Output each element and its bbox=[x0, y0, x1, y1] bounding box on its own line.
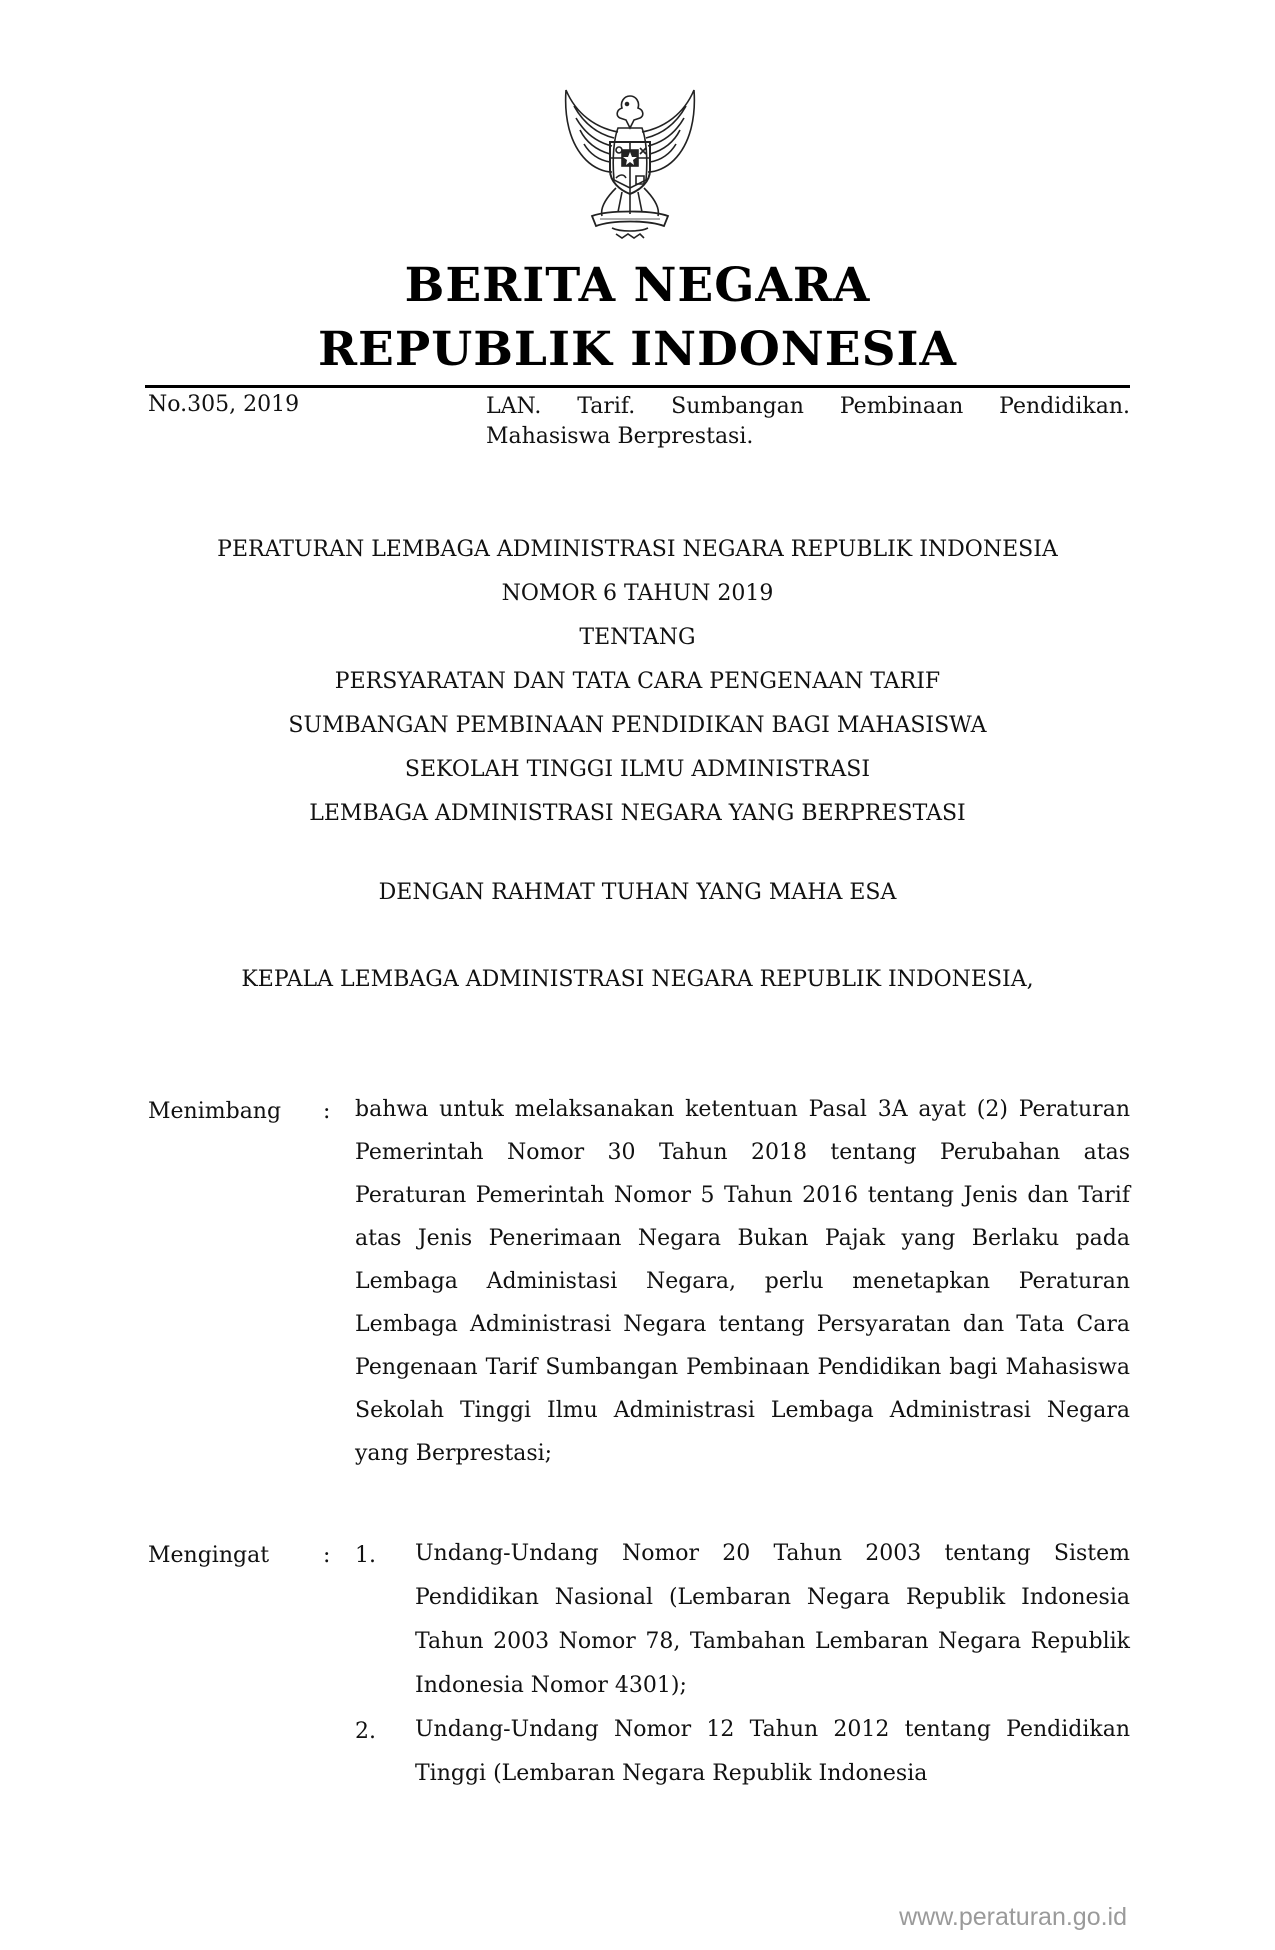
regulation-title-line: TENTANG bbox=[579, 625, 696, 650]
regulation-title-line: SUMBANGAN PEMBINAAN PENDIDIKAN BAGI MAHASISWA bbox=[288, 713, 987, 738]
regulation-title-line: SEKOLAH TINGGI ILMU ADMINISTRASI bbox=[404, 757, 871, 782]
considering-colon: : bbox=[323, 1099, 331, 1124]
issue-number: No.305, 2019 bbox=[148, 392, 300, 417]
recalling-label: Mengingat bbox=[148, 1543, 270, 1568]
opening-phrase: DENGAN RAHMAT TUHAN YANG MAHA ESA bbox=[378, 880, 897, 905]
masthead-subtitle: REPUBLIK INDONESIA bbox=[317, 322, 957, 377]
issue-subject: LAN. Tarif. Sumbangan Pembinaan Pendidikan. Mahasiswa Berprestasi. bbox=[486, 394, 1130, 449]
recalling-colon: : bbox=[323, 1543, 331, 1568]
list-item-text: Undang-Undang Nomor 20 Tahun 2003 tentang Sistem Pendidikan Nasional (Lembaran Negara Republik Indonesia Tahun 2003 Nomor 78, Tambahan Lembaran Negara Republik Indonesia Nomor 4301); bbox=[415, 1541, 1130, 1698]
footer-url-link[interactable]: www.peraturan.go.id bbox=[899, 1903, 1127, 1931]
regulation-title-line: NOMOR 6 TAHUN 2019 bbox=[501, 581, 774, 606]
garuda-emblem-icon bbox=[556, 88, 704, 246]
regulation-title-line: PERSYARATAN DAN TATA CARA PENGENAAN TARIF bbox=[334, 669, 941, 694]
masthead-title: BERITA NEGARA bbox=[404, 258, 871, 313]
list-item-number: 1. bbox=[355, 1543, 376, 1568]
considering-text: bahwa untuk melaksanakan ketentuan Pasal 3A ayat (2) Peraturan Pemerintah Nomor 30 Tahun 2018 tentang Perubahan atas Peraturan Pemerintah Nomor 5 Tahun 2016 tentang Jenis dan Tarif atas Jenis Penerimaan Negara Bukan Pajak yang Berlaku pada Lembaga Administasi Negara, perlu menetapkan Peraturan Lembaga Administrasi Negara tentang Persyaratan dan Tata Cara Pengenaan Tarif Sumbangan Pembinaan Pendidikan bagi Mahasiswa Sekolah Tinggi Ilmu Administrasi Lembaga Administrasi Negara yang Berprestasi; bbox=[355, 1097, 1130, 1466]
regulation-title-line: PERATURAN LEMBAGA ADMINISTRASI NEGARA REPUBLIK INDONESIA bbox=[217, 537, 1058, 562]
issuer-line: KEPALA LEMBAGA ADMINISTRASI NEGARA REPUBLIK INDONESIA, bbox=[241, 967, 1034, 992]
considering-label: Menimbang bbox=[148, 1099, 282, 1124]
list-item-text: Undang-Undang Nomor 12 Tahun 2012 tentang Pendidikan Tinggi (Lembaran Negara Republik Indonesia bbox=[415, 1717, 1130, 1786]
masthead-divider bbox=[145, 385, 1130, 388]
regulation-title-line: LEMBAGA ADMINISTRASI NEGARA YANG BERPRESTASI bbox=[309, 801, 966, 826]
regulation-title bbox=[145, 528, 1130, 836]
list-item-number: 2. bbox=[355, 1719, 376, 1744]
